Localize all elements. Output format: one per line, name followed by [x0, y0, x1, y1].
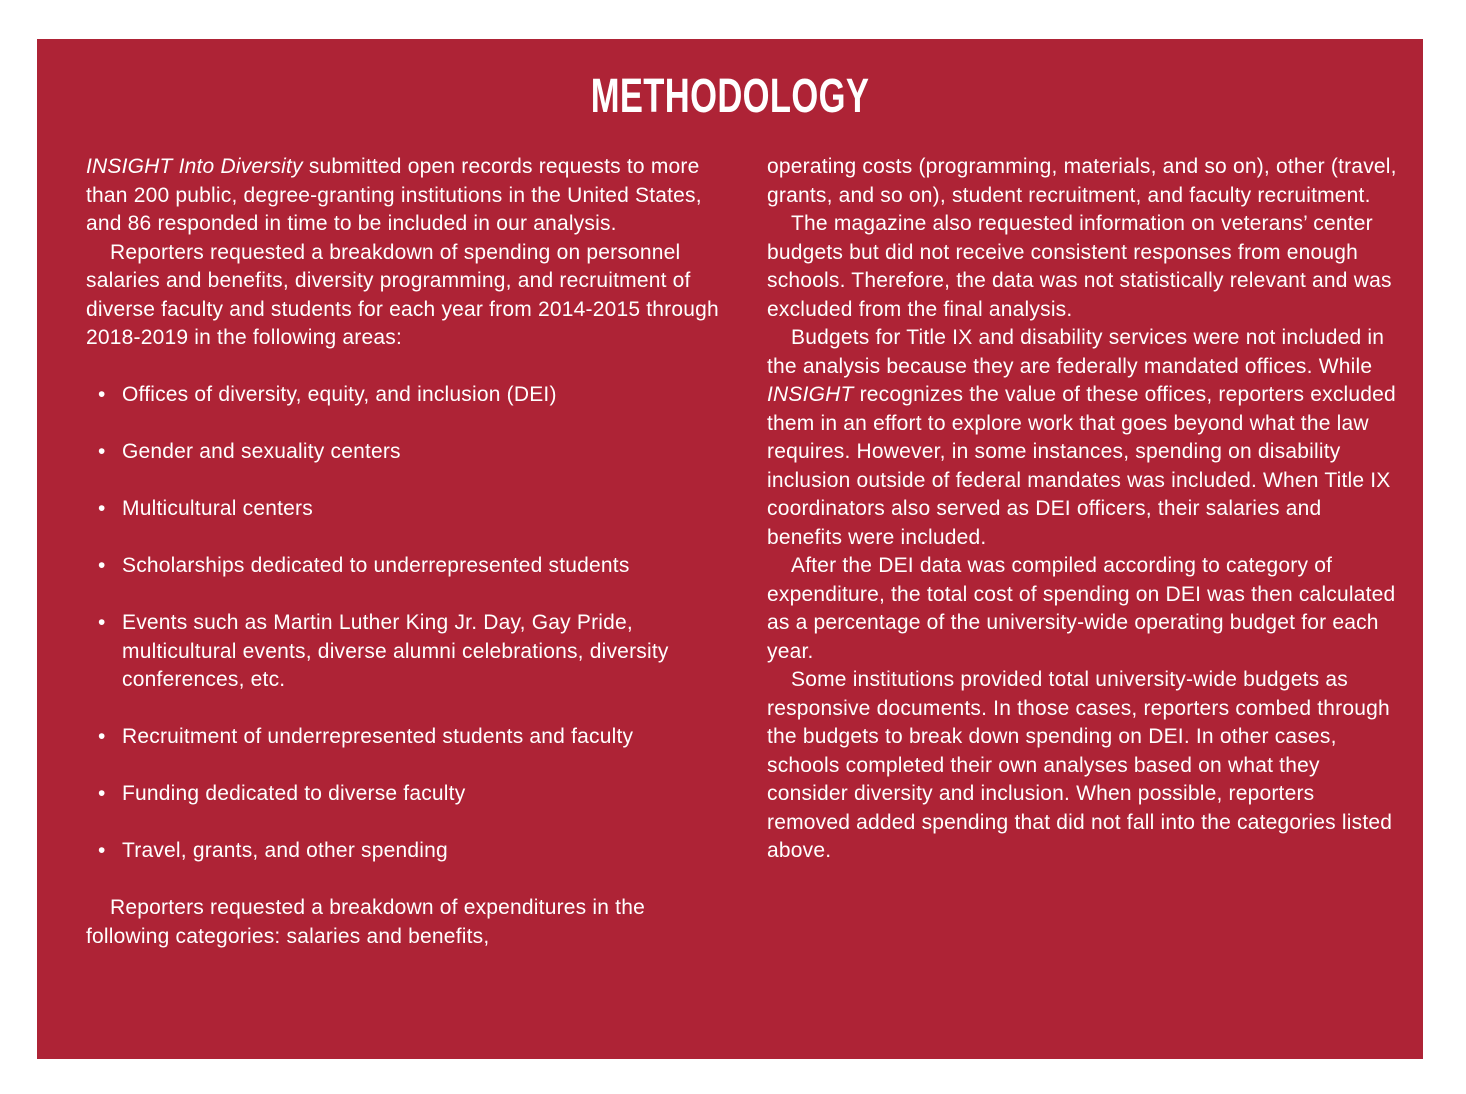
title-ix-text-start: Budgets for Title IX and disability services were not included in the analysis because they are federally mandated offices. While	[767, 326, 1385, 378]
bullet-icon: •	[98, 782, 106, 805]
page-title: METHODOLOGY	[590, 70, 870, 123]
title-ix-paragraph	[767, 324, 1397, 552]
categories-paragraph: Reporters requested a breakdown of expenditures in the following categories: salaries and benefits,	[86, 896, 645, 948]
budgets-paragraph: Some institutions provided total university-wide budgets as responsive documents. In those cases, reporters combed through the budgets to break down spending on DEI. In other cases, schools completed their own analyses based on what they consider diversity and inclusion. When possible, reporters removed added spending that did not fall into the categories listed above.	[767, 668, 1393, 862]
categories-continued-paragraph: operating costs (programming, materials, and so on), other (travel, grants, and so on), student recruitment, and faculty recruitment.	[767, 155, 1397, 207]
list-item-text: Events such as Martin Luther King Jr. Day, Gay Pride, multicultural events, diverse alumni celebrations, diversity conferences, etc.	[122, 611, 669, 691]
list-item	[86, 780, 722, 809]
bullet-icon: •	[98, 611, 106, 634]
list-item-text: Travel, grants, and other spending	[122, 839, 448, 862]
areas-list	[86, 381, 722, 866]
list-item-text: Gender and sexuality centers	[122, 440, 401, 463]
calculation-paragraph: After the DEI data was compiled according to category of expenditure, the total cost of spending on DEI was then calculated as a percentage of the university-wide operating budget for each year.	[767, 554, 1396, 663]
list-item-text: Multicultural centers	[122, 497, 313, 520]
list-item	[86, 837, 722, 866]
list-item-text: Funding dedicated to diverse faculty	[122, 782, 466, 805]
areas-paragraph: Reporters requested a breakdown of spending on personnel salaries and benefits, diversity programming, and recruitment of diverse faculty and students for each year from 2014-2015 through 2018-2019 in the following areas:	[86, 240, 719, 349]
bullet-icon: •	[98, 725, 106, 748]
bullet-icon: •	[98, 383, 106, 406]
list-item-text: Recruitment of underrepresented students and faculty	[122, 725, 634, 748]
veterans-paragraph: The magazine also requested information on veterans’ center budgets but did not receive consistent responses from enough schools. Therefore, the data was not statistically relevant and was excluded from the final analysis.	[767, 212, 1392, 321]
intro-text: submitted open records requests to more than 200 public, degree-granting institutions in the United States, and 86 responded in time to be included in our analysis.	[86, 155, 702, 235]
list-item	[86, 381, 722, 410]
right-column	[767, 153, 1397, 866]
bullet-icon: •	[98, 554, 106, 577]
bullet-icon: •	[98, 497, 106, 520]
title-ix-text-end: recognizes the value of these offices, reporters excluded them in an effort to explore work that goes beyond what the law requires. However, in some instances, spending on disability inclusion outside of federal mandates was included. When Title IX coordinators also served as DEI officers, their salaries and benefits were included.	[767, 383, 1396, 549]
list-item-text: Offices of diversity, equity, and inclusion (DEI)	[122, 383, 557, 406]
bullet-icon: •	[98, 440, 106, 463]
intro-paragraph	[86, 153, 722, 239]
list-item	[86, 723, 722, 752]
left-column	[86, 153, 722, 951]
publication-name: INSIGHT Into Diversity	[86, 155, 303, 178]
methodology-panel	[37, 39, 1423, 1059]
list-item	[86, 495, 722, 524]
publication-name-short: INSIGHT	[767, 383, 854, 406]
list-item-text: Scholarships dedicated to underrepresented students	[122, 554, 630, 577]
list-item	[86, 609, 722, 695]
bullet-icon: •	[98, 839, 106, 862]
list-item	[86, 438, 722, 467]
list-item	[86, 552, 722, 581]
